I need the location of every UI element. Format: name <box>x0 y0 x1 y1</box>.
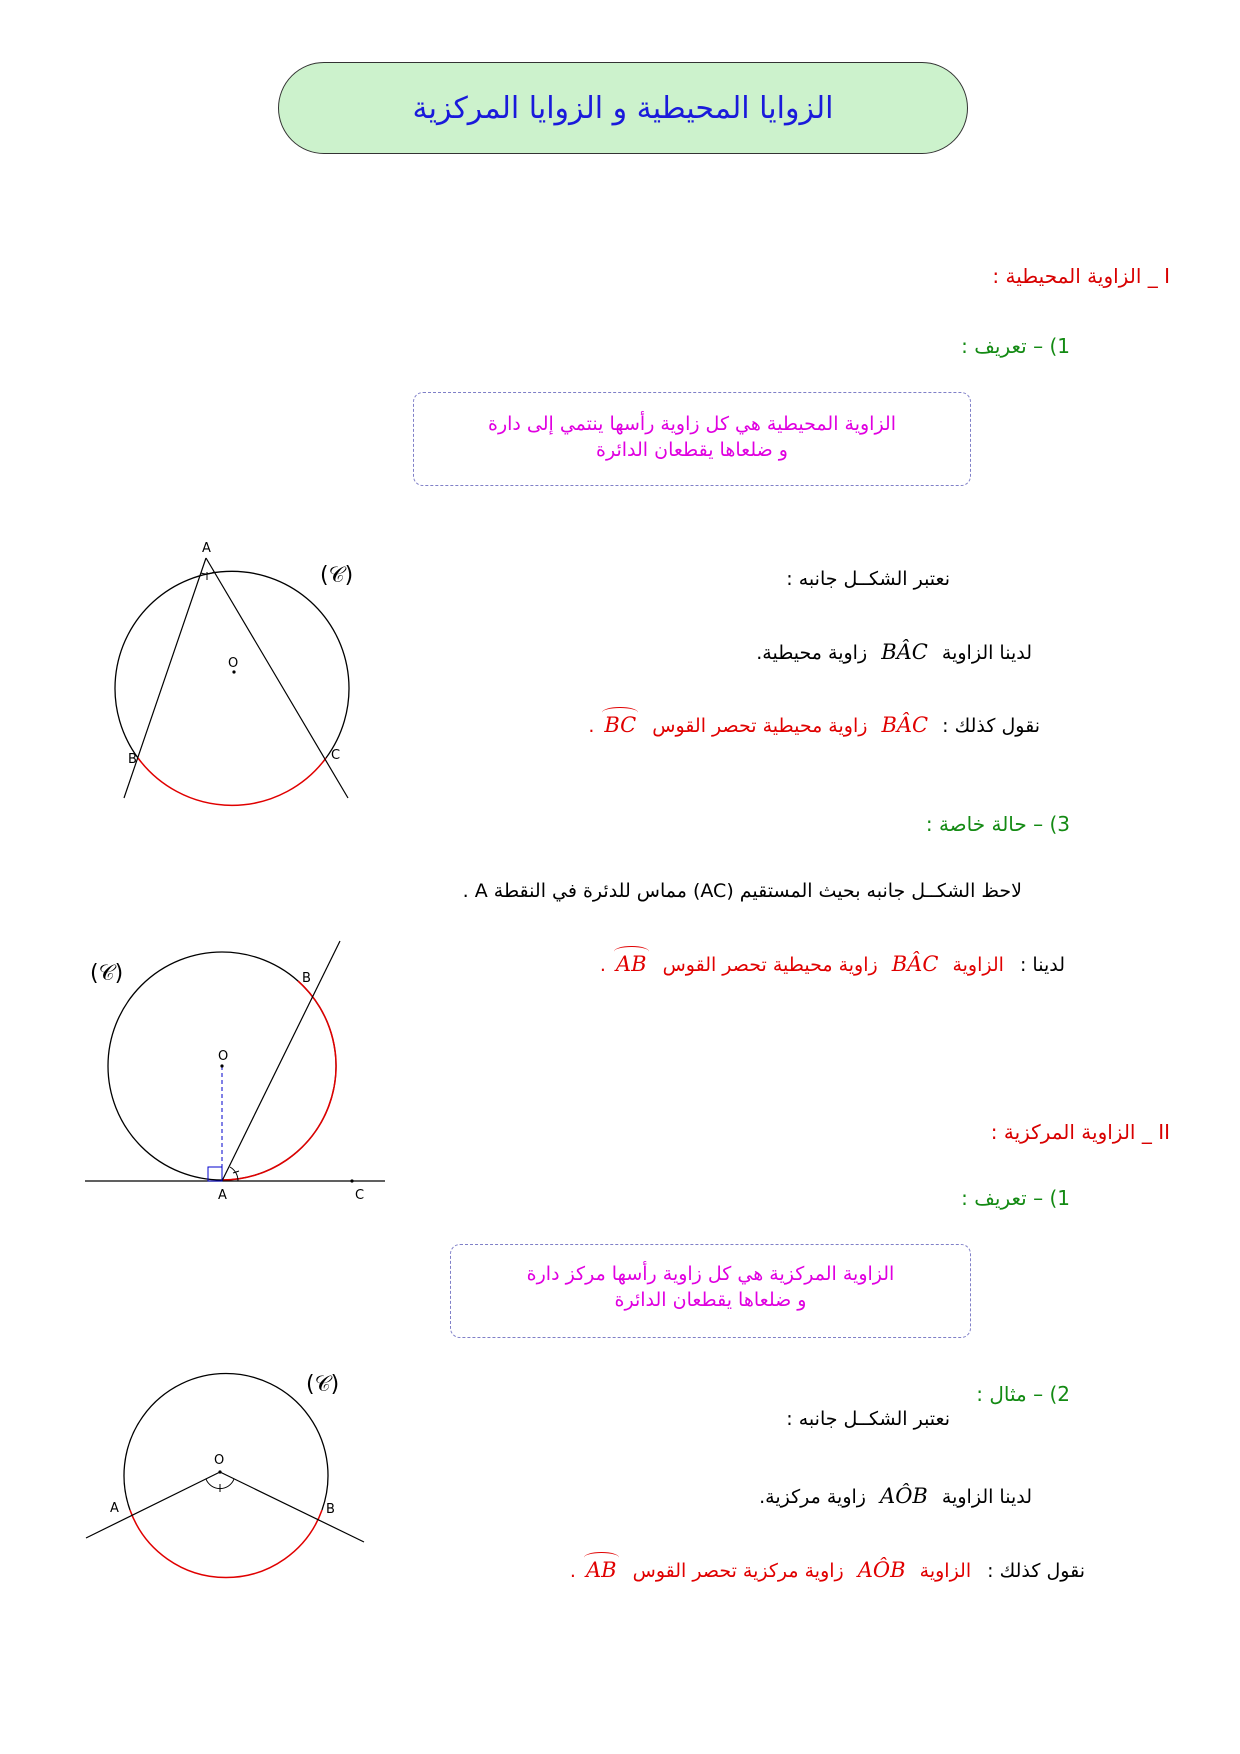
example1-line3 <box>588 713 1040 737</box>
definition2-line1: الزاوية المركزية هي كل زاوية رأسها مركز دارة <box>526 1263 895 1285</box>
label-b: B <box>326 1502 335 1517</box>
ray-oa <box>86 1472 220 1538</box>
example2-arc: AB <box>585 1558 617 1582</box>
point-c <box>350 1179 353 1182</box>
section1-def-heading: 1) – تعريف : <box>961 334 1070 358</box>
definition-box-inscribed <box>413 392 971 486</box>
label-c: C <box>331 748 341 763</box>
example2-line3-angle-word: الزاوية <box>919 1560 972 1582</box>
example2-line3-mid: زاوية مركزية تحصر القوس <box>632 1560 844 1582</box>
special-case-mid: زاوية محيطية تحصر القوس <box>662 954 878 976</box>
special-case-angle-word: الزاوية <box>952 954 1004 976</box>
figure-central-angle <box>80 1360 380 1590</box>
special-case-intro: لاحظ الشكــل جانبه بحيث المستقيم (AC) مماس للدئرة في النقطة A . <box>462 880 1022 902</box>
line-ab <box>222 941 340 1181</box>
arc-ab-red <box>222 981 336 1180</box>
definition2-line2: و ضلعاها يقطعان الدائرة <box>614 1289 807 1311</box>
arc-bc-red <box>138 758 326 805</box>
label-c: C <box>355 1188 365 1203</box>
example2-line3-angle: AÔB <box>857 1558 906 1582</box>
section2-heading: II _ الزاوية المركزية : <box>990 1120 1170 1144</box>
label-circle: (𝒞) <box>306 1372 340 1397</box>
example1-line3-mid: زاوية محيطية تحصر القوس <box>652 715 868 737</box>
example1-line2-prefix: لدينا الزاوية <box>941 642 1032 664</box>
label-o: O <box>218 1049 229 1064</box>
example1-angle: BÂC <box>881 640 928 664</box>
figure-inscribed-angle <box>110 535 370 810</box>
special-case-heading: 3) – حالة خاصة : <box>925 812 1070 836</box>
example2-line3-prefix: نقول كذلك : <box>987 1560 1085 1582</box>
label-a: A <box>110 1501 119 1516</box>
line-ac <box>206 558 348 798</box>
page-title: الزوايا المحيطية و الزوايا المركزية <box>412 90 834 126</box>
example2-heading: 2) – مثال : <box>976 1382 1070 1406</box>
label-a: A <box>218 1188 227 1203</box>
section1-heading: I _ الزاوية المحيطية : <box>992 264 1170 288</box>
circle-arc-black <box>124 1374 328 1510</box>
point-o <box>218 1470 221 1473</box>
section2-def-heading: 1) – تعريف : <box>961 1186 1070 1210</box>
label-o: O <box>214 1453 225 1468</box>
example1-line2-suffix: زاوية محيطية. <box>756 642 868 664</box>
label-o: O <box>228 656 239 671</box>
definition-line1: الزاوية المحيطية هي كل زاوية رأسها ينتمي إلى دارة <box>487 413 897 435</box>
special-case-end: . <box>599 954 606 976</box>
figure-tangent-case <box>80 935 390 1205</box>
label-circle: (𝒞) <box>320 563 354 588</box>
special-case-arc: AB <box>615 952 647 976</box>
example1-intro: نعتبر الشكــل جانبه : <box>786 568 950 590</box>
example2-line3-end: . <box>569 1560 576 1582</box>
label-a: A <box>202 541 211 556</box>
special-case-angle: BÂC <box>891 952 939 976</box>
special-case-line <box>600 952 1065 976</box>
label-b: B <box>302 971 311 986</box>
definition-box-central <box>450 1244 971 1338</box>
ray-ob <box>220 1472 364 1542</box>
example1-arc: BC <box>604 713 637 737</box>
special-case-prefix: لدينا : <box>1019 954 1065 976</box>
example1-line3-angle: BÂC <box>881 713 929 737</box>
point-o <box>220 1064 223 1067</box>
example2-line2-prefix: لدينا الزاوية <box>941 1486 1032 1508</box>
title-box <box>278 62 968 154</box>
example2-line3 <box>570 1558 1085 1582</box>
example2-angle: AÔB <box>880 1484 928 1508</box>
example2-intro: نعتبر الشكــل جانبه : <box>786 1408 950 1430</box>
example2-line2 <box>759 1484 1032 1508</box>
example1-line3-prefix: نقول كذلك : <box>942 715 1040 737</box>
arc-ab-red <box>130 1510 322 1578</box>
label-b: B <box>128 752 137 767</box>
label-circle: (𝒞) <box>90 961 124 986</box>
example1-line2 <box>756 640 1032 664</box>
example2-line2-suffix: زاوية مركزية. <box>759 1486 866 1508</box>
example1-line3-end: . <box>588 715 595 737</box>
definition-line2: و ضلعاها يقطعان الدائرة <box>596 439 788 461</box>
